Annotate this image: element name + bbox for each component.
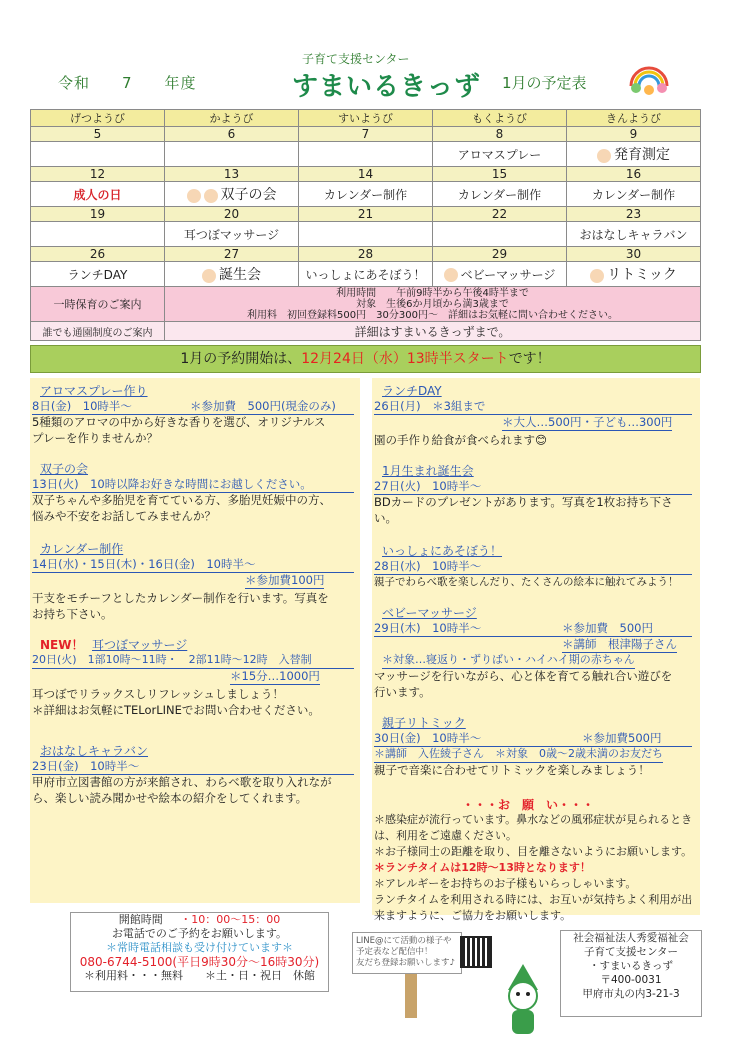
date-cell: 9 — [567, 127, 701, 142]
new-badge: NEW！ — [40, 638, 84, 652]
date-cell: 30 — [567, 247, 701, 262]
event-date: 30日(金) 10時半～ — [374, 730, 692, 747]
holiday-cell: 成人の日 — [31, 182, 165, 207]
event-title: ランチDAY — [382, 384, 442, 398]
line-sign-text: 予定表など配信中！ — [356, 947, 433, 957]
event-cell — [165, 182, 299, 207]
event-cell — [567, 142, 701, 167]
zip-code: 〒400-0031 — [600, 974, 662, 986]
logo-icon — [626, 62, 672, 102]
nursery-text: 詳細はすまいるきっずまで。 — [165, 322, 701, 341]
event-cell — [299, 142, 433, 167]
event-cell: ランチDAY — [31, 262, 165, 287]
reservation-prefix: 1月の予約開始は、 — [180, 351, 302, 367]
event-cell — [433, 262, 567, 287]
date-cell: 28 — [299, 247, 433, 262]
mascot-icon — [498, 960, 548, 1040]
event-label: 誕生会 — [219, 267, 261, 283]
date-cell: 12 — [31, 167, 165, 182]
event-desc: お持ち下さい。 — [32, 607, 113, 621]
event-cell — [31, 142, 165, 167]
phone-number: 080-6744-5100(平日9時30分～16時30分) — [79, 955, 320, 969]
event-date: 26日(月) ＊3組まで — [374, 398, 692, 415]
reservation-banner — [30, 345, 701, 373]
event-desc: 5種類のアロマの中から好きな香りを選び、オリジナルス — [32, 415, 326, 429]
baby-icon — [597, 149, 611, 163]
date-cell: 6 — [165, 127, 299, 142]
event-desc: ら、楽しい読み聞かせや絵本の紹介をしてくれます。 — [32, 791, 308, 805]
date-cell: 13 — [165, 167, 299, 182]
facility-name: ・すまいるきっず — [589, 960, 673, 972]
temp-care-line: 利用時間 午前9時半から午後4時半まで — [336, 287, 529, 299]
address-box — [560, 930, 702, 1017]
notice-title: ・・・お 願 い・・・ — [462, 798, 595, 812]
event-desc: 耳つぼでリラックスしリフレッシュしましょう！ — [32, 687, 284, 701]
date-cell: 23 — [567, 207, 701, 222]
date-cell: 5 — [31, 127, 165, 142]
event-title: おはなしキャラバン — [40, 744, 149, 758]
music-icon — [590, 269, 604, 283]
event-cell: カレンダー制作 — [567, 182, 701, 207]
event-date: 13日(火) 10時以降お好きな時間にお越しください。 — [32, 476, 354, 493]
event-teacher: ＊講師 入佐綾子さん ＊対象 0歳～2歳未満のお友だち — [374, 746, 663, 763]
nursery-label: 誰でも通園制度のご案内 — [31, 322, 165, 341]
date-cell: 27 — [165, 247, 299, 262]
notice-line: ＊ランチタイムは12時～13時となります！ — [374, 861, 591, 874]
center-name: 子育て支援センター — [583, 946, 679, 958]
event-date: 23日(金) 10時半～ — [32, 758, 354, 775]
event-label: 発育測定 — [614, 147, 670, 163]
event-desc: 親子で音楽に合わせてリトミックを楽しみましょう！ — [374, 763, 650, 777]
event-target: ＊対象…寝返り・ずりばい・ハイハイ期の赤ちゃん — [382, 652, 635, 669]
notice-line: ＊感染症が流行っています。鼻水などの風邪症状が見られるとき — [374, 813, 693, 826]
notice-line: 来ますように、ご協力をお願いします。 — [374, 909, 572, 922]
event-desc: ＊詳細はお気軽にTELorLINEでお問い合わせください。 — [32, 703, 320, 717]
weekday-header: かようび — [165, 110, 299, 127]
date-cell: 19 — [31, 207, 165, 222]
right-column — [372, 378, 700, 922]
date-cell: 26 — [31, 247, 165, 262]
event-label: ベビーマッサージ — [460, 267, 556, 282]
event-desc: 悩みや不安をお話してみませんか？ — [32, 509, 216, 523]
event-fee: ＊参加費500円 — [582, 731, 662, 745]
event-desc: 行います。 — [374, 685, 431, 699]
line-sign-text: LINE@にて活動の様子や — [356, 936, 452, 946]
event-cell: いっしょにあそぼう！ — [299, 262, 433, 287]
event-desc: い。 — [374, 511, 397, 525]
info-box — [70, 912, 329, 992]
event-cell: 耳つぼマッサージ — [165, 222, 299, 247]
notice-line: ＊アレルギーをお持ちのお子様もいらっしゃいます。 — [374, 877, 637, 890]
calendar-table — [30, 109, 701, 341]
event-title: 1月生まれ誕生会 — [382, 464, 474, 478]
hours-row — [71, 913, 328, 927]
line-sign-text: 友だち登録お願いします♪ — [356, 958, 455, 968]
date-cell: 20 — [165, 207, 299, 222]
event-title: 双子の会 — [40, 462, 89, 476]
event-desc: BDカードのプレゼントがあります。写真を1枚お持ち下さ — [374, 495, 673, 509]
event-cell — [433, 222, 567, 247]
phone-note: お電話でのご予約をお願いします。 — [111, 927, 288, 940]
hours-label: 開館時間 — [118, 913, 163, 926]
event-title: 耳つぼマッサージ — [92, 638, 188, 652]
event-label: 双子の会 — [220, 187, 277, 203]
reservation-suffix: です！ — [508, 351, 551, 367]
event-date: 27日(火) 10時半～ — [374, 478, 692, 495]
weekday-header: もくようび — [433, 110, 567, 127]
temp-care-line: 利用料 初回登録料500円 30分300円～ 詳細はお気軽に問い合わせください。 — [247, 309, 618, 321]
event-cell: カレンダー制作 — [299, 182, 433, 207]
event-date: 14日(水)・15日(木)・16日(金) 10時半～ — [32, 556, 354, 573]
event-title: カレンダー制作 — [40, 542, 124, 556]
fee-closed-line: ＊利用料・・・無料 ＊土・日・祝日 休館 — [84, 969, 315, 982]
event-title: アロマスプレー作り — [40, 384, 148, 398]
event-cell — [165, 142, 299, 167]
notice-line: は、利用をご遠慮ください。 — [374, 829, 517, 842]
event-title: 親子リトミック — [382, 716, 466, 730]
hours-value: ・10：00～15：00 — [180, 913, 281, 926]
line-sign — [352, 932, 462, 974]
left-column — [30, 378, 360, 903]
temp-care-label: 一時保育のご案内 — [31, 287, 165, 322]
event-fee: ＊大人…500円・子ども…300円 — [502, 415, 673, 429]
date-cell: 7 — [299, 127, 433, 142]
event-cell — [567, 262, 701, 287]
cake-icon — [202, 269, 216, 283]
temp-care-line: 対象 生後6か月頃から満3歳まで — [356, 298, 509, 310]
temp-care-info — [165, 287, 701, 322]
reservation-date: 12月24日（水）13時半スタート — [301, 351, 509, 367]
event-title: いっしょにあそぼう！ — [382, 544, 503, 558]
event-fee: ＊15分…1000円 — [230, 669, 320, 683]
date-cell: 8 — [433, 127, 567, 142]
event-title: ベビーマッサージ — [382, 606, 477, 620]
event-desc: 双子ちゃんや多胎児を育てている方、多胎児妊娠中の方、 — [32, 493, 331, 507]
event-desc: プレーを作りませんか？ — [32, 431, 159, 445]
twins-icon — [204, 189, 218, 203]
event-desc: マッサージを行いながら、心と体を育てる触れ合い遊びを — [374, 669, 673, 683]
notice-line: ランチタイムを利用される時には、お互いが気持ちよく利用が出 — [374, 893, 693, 906]
event-date: 29日(木) 10時半～ — [374, 620, 692, 637]
signpost-icon — [405, 974, 417, 1018]
consult-note: ＊常時電話相談も受け付けています＊ — [106, 941, 293, 954]
event-fee: ＊参加費 500円(現金のみ) — [190, 399, 336, 413]
event-cell — [299, 222, 433, 247]
header-subtitle: 子育て支援センター — [302, 52, 410, 66]
weekday-header: げつようび — [31, 110, 165, 127]
date-cell: 16 — [567, 167, 701, 182]
date-cell: 29 — [433, 247, 567, 262]
month-label: 1月の予定表 — [502, 74, 587, 92]
org-name: 社会福祉法人秀愛福祉会 — [573, 932, 689, 944]
event-cell — [165, 262, 299, 287]
event-cell: カレンダー制作 — [433, 182, 567, 207]
event-teacher: ＊講師 根津陽子さん — [562, 637, 677, 651]
event-cell: アロマスプレー — [433, 142, 567, 167]
twins-icon — [187, 189, 201, 203]
date-cell: 21 — [299, 207, 433, 222]
baby-massage-icon — [444, 268, 458, 282]
page-title: すまいるきっず — [292, 72, 482, 102]
weekday-header: きんようび — [567, 110, 701, 127]
date-cell: 15 — [433, 167, 567, 182]
event-date: 28日(水) 10時半～ — [374, 558, 692, 575]
date-cell: 22 — [433, 207, 567, 222]
qr-code-icon[interactable] — [460, 936, 492, 968]
event-fee: ＊参加費100円 — [245, 573, 325, 587]
fiscal-year: 令和 7 年度 — [58, 74, 197, 92]
event-desc: 干支をモチーフとしたカレンダー制作を行います。写真を — [32, 591, 329, 605]
event-cell — [31, 222, 165, 247]
event-date: 8日(金) 10時半～ — [32, 398, 354, 415]
notice-line: ＊お子様同士の距離を取り、目を離さないようにお願いします。 — [374, 845, 693, 858]
weekday-header: すいようび — [299, 110, 433, 127]
event-desc: 園の手作り給食が食べられます😊 — [374, 433, 547, 447]
date-cell: 14 — [299, 167, 433, 182]
event-desc: 甲府市立図書館の方が来館され、わらべ歌を取り入れなが — [32, 775, 332, 789]
event-cell: おはなしキャラバン — [567, 222, 701, 247]
street-address: 甲府市丸の内3-21-3 — [582, 988, 680, 1000]
event-fee: ＊参加費 500円 — [562, 621, 653, 635]
event-date: 20日(火) 1部10時～11時・ 2部11時～12時 入替制 — [32, 652, 354, 669]
event-desc: 親子でわらべ歌を楽しんだり、たくさんの絵本に触れてみよう！ — [374, 576, 679, 588]
event-label: リトミック — [607, 267, 677, 283]
